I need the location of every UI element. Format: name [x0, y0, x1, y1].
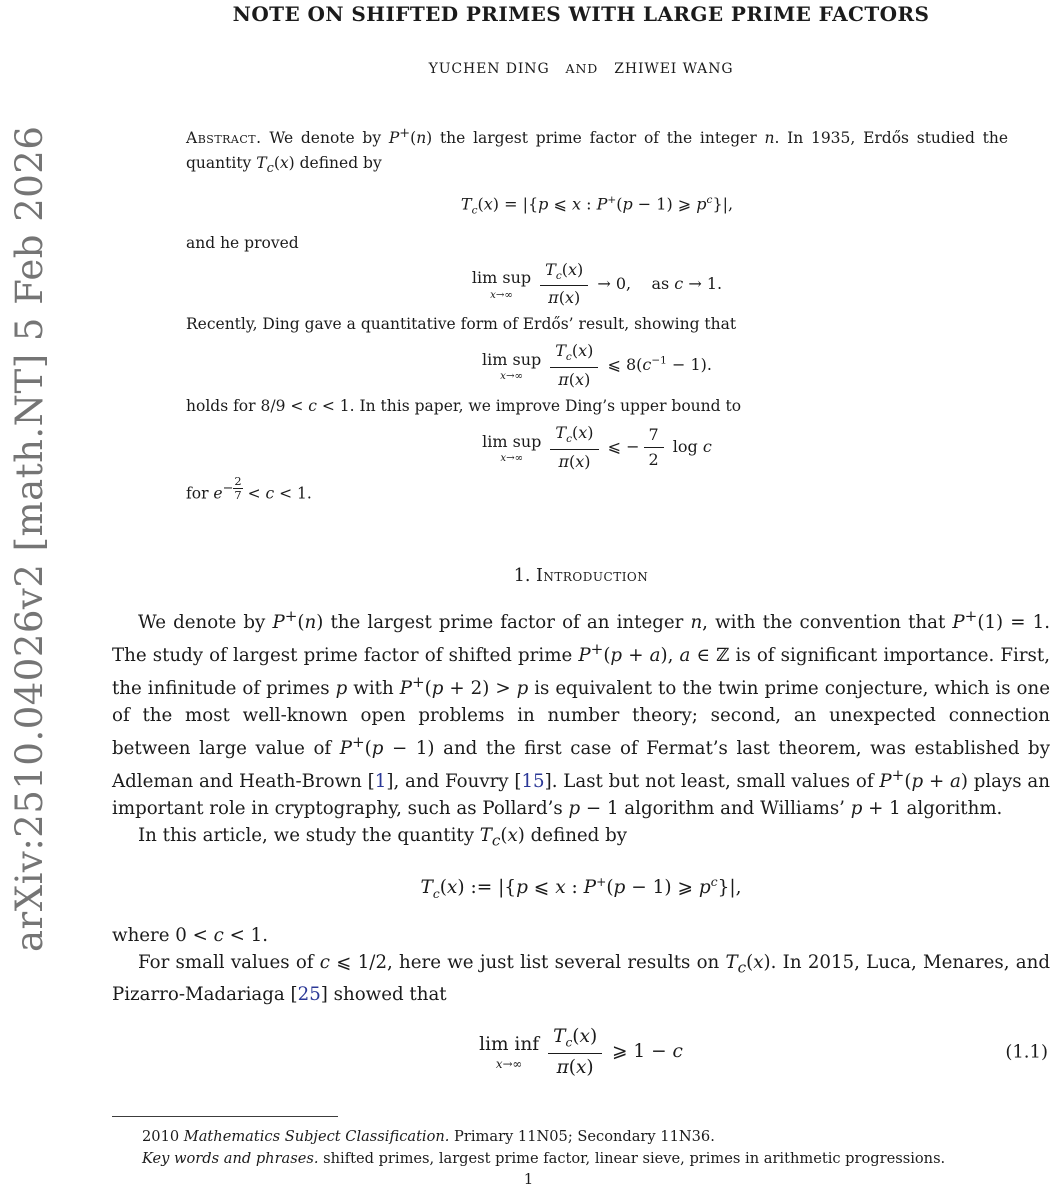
abstract-label: Abstract. [186, 129, 262, 148]
section-heading-introduction [112, 566, 1050, 586]
intro-paragraph-2: In this article, we study the quantity $T_c(x)$ defined by [138, 825, 628, 850]
equation-erdos-limit: lim sup x→∞ $\frac{T_c(x)}{\pi(x)}$ → 0, as c → 1. [471, 259, 723, 308]
equation-new-bound: lim sup x→∞ $\frac{T_c(x)}{\pi(x)}$ ⩽ − $\frac{7}{2}$ log c [482, 423, 712, 471]
paper-title: NOTE ON SHIFTED PRIMES WITH LARGE PRIME FACTORS [232, 2, 930, 26]
abstract-and-he-proved: and he proved [186, 233, 299, 252]
equation-tc-definition-abstract: $T_c(x) = |\{p$ ⩽ x : P+(p − 1) ⩾ $p^c\}|$, [460, 194, 734, 217]
intro-where-line: where 0 < c < 1. [112, 924, 269, 946]
footnote-rule [112, 1116, 338, 1117]
equation-tag-1-1: (1.1) [1005, 1041, 1048, 1063]
arxiv-stamp: arXiv:2510.04026v2 [math.NT] 5 Feb 2026 [8, 125, 51, 952]
citation-25[interactable]: 25 [297, 984, 321, 1006]
citation-1[interactable]: 1 [374, 771, 387, 793]
intro-paragraph-1: We denote by P+(n) the largest prime factor of an integer n, with the convention that P+(1) = 1. The study of largest prime factor of shifted prime P+(p + a), a ∈ ℤ is of significant importance. First, the infinitude of primes p with P+(p + 2) > p is equivalent to the twin prime conjecture, which is one of the most well-known open problems in number theory; second, an unexpected connection between large value of P+(p − 1) and the first case of Fermat’s last theorem, was established by Adleman and Heath-Brown [1], and Fouvry [15]. Last but not least, small values of P+(p + a) plays an important role in cryptography, such as Pollard’s p − 1 algorithm and Williams’ p + 1 algorithm. [112, 607, 1050, 820]
page-number: 1 [523, 1170, 534, 1188]
abstract-recently-text: Recently, Ding gave a quantitative form of Erdős’ result, showing that [186, 315, 737, 334]
introduction-body [112, 603, 1050, 1092]
equation-luca-liminf: lim inf x→∞ $\frac{T_c(x)}{\pi(x)}$ ⩾ 1 − c [479, 1026, 683, 1079]
footnote-msc: 2010 Mathematics Subject Classification. Primary 11N05; Secondary 11N36. [142, 1128, 715, 1145]
footnote-keywords: Key words and phrases. shifted primes, largest prime factor, linear sieve, primes in arithmetic progressions. [142, 1150, 946, 1167]
author-1: YUCHEN DING [428, 61, 550, 77]
equation-ding-bound: lim sup x→∞ $\frac{T_c(x)}{\pi(x)}$ ⩽ $8(c^{-1} - 1)$. [482, 341, 712, 389]
section-title: Introduction [535, 566, 649, 586]
and-word: AND [565, 61, 599, 76]
citation-15[interactable]: 15 [521, 771, 545, 793]
equation-row-1-1 [112, 1026, 1050, 1078]
intro-paragraph-3: For small values of c ⩽ 1/2, here we just list several results on $T_c(x)$. In 2015, Luca, Menares, and Pizarro-Madariaga [25] showed that [112, 951, 1050, 1006]
equation-tc-definition-intro: $T_c(x)$ := |{p ⩽ x : P+(p − 1) ⩾ $p^c\}|$, [420, 874, 742, 901]
paper-content [112, 0, 1050, 1194]
abstract-for-range-text: for $e^{- \frac{2}{7}}$ < c < 1. [186, 473, 312, 503]
author-line [112, 61, 1050, 77]
abstract-intro-text: We denote by P+(n) the largest prime factor of the integer n. In 1935, Erdős studied the quantity $T_c(x)$ defined by [186, 126, 1008, 177]
author-2: ZHIWEI WANG [614, 61, 734, 77]
section-number: 1. [513, 566, 531, 586]
abstract-paragraph-1 [186, 121, 1008, 181]
abstract-block [186, 121, 1008, 506]
abstract-holds-text: holds for 8/9 < c < 1. In this paper, we improve Ding’s upper bound to [186, 397, 742, 416]
footnote-block [112, 1116, 1050, 1170]
